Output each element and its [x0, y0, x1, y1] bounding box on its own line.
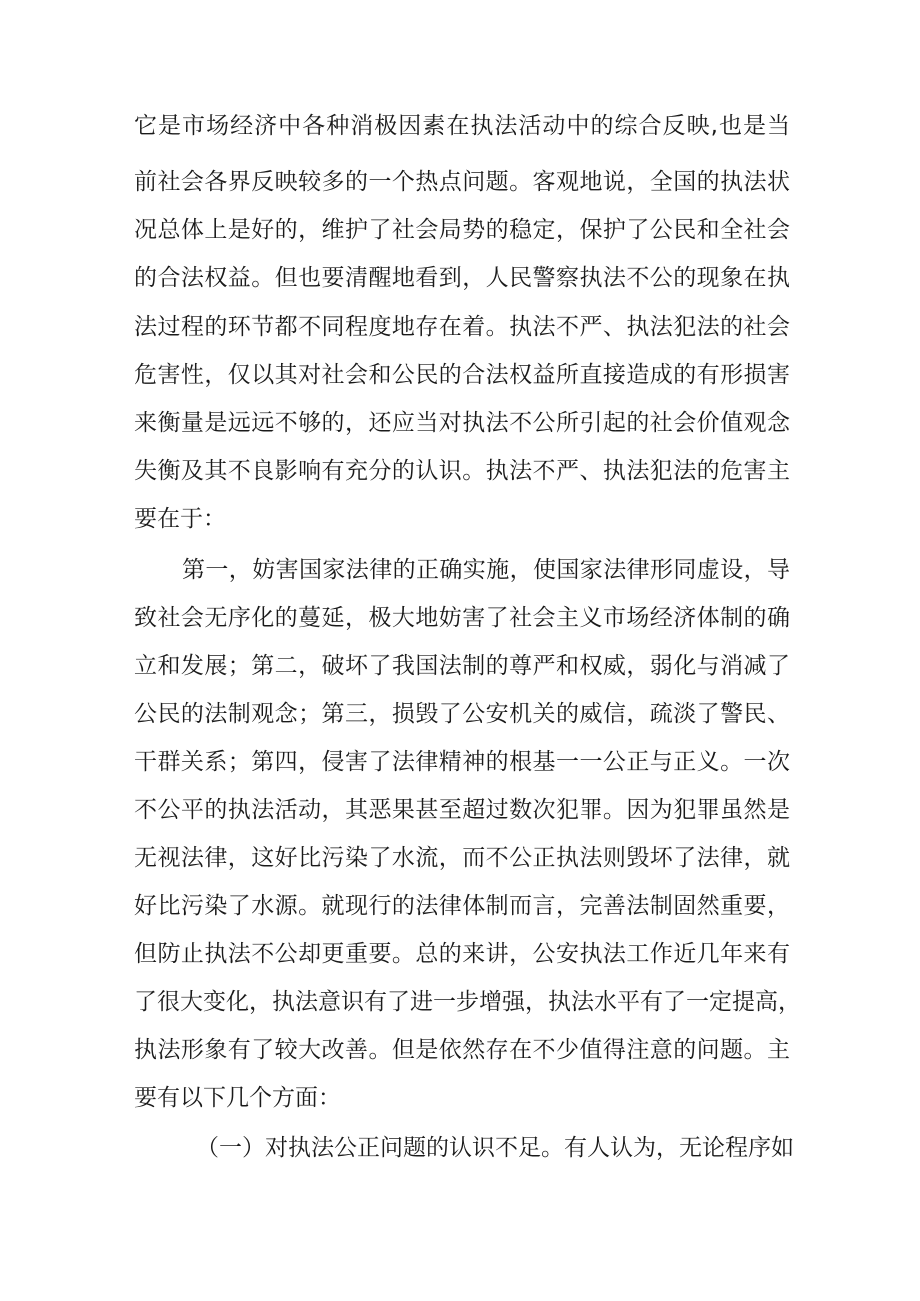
text-line [0, 694, 920, 734]
text-line [0, 1030, 920, 1070]
text-line-content: 了很大变化，执法意识有了进一步增强，执法水平有了一定提高， [134, 989, 801, 1015]
text-line-content: 致社会无序化的蔓延，极大地妨害了社会主义市场经济体制的确 [134, 605, 790, 631]
text-line [0, 258, 920, 298]
text-line [0, 790, 920, 830]
text-line [0, 934, 920, 974]
text-line [0, 598, 920, 638]
text-line [0, 210, 920, 250]
text-line-content: 第一，妨害国家法律的正确实施，使国家法律形同虚设，导 [182, 557, 790, 583]
text-line-content: 无视法律，这好比污染了水流，而不公正执法则毁坏了法律，就 [134, 845, 790, 871]
text-line-content: 危害性，仅以其对社会和公民的合法权益所直接造成的有形损害 [134, 362, 790, 388]
text-line-content: 干群关系；第四，侵害了法律精神的根基一一公正与正义。一次 [134, 749, 790, 775]
text-line [0, 982, 920, 1022]
text-line-content: 况总体上是好的，维护了社会局势的稳定，保护了公民和全社会 [134, 217, 790, 243]
text-line-content: 来衡量是远远不够的，还应当对执法不公所引起的社会价值观念 [134, 410, 790, 436]
text-line-content: 不公平的执法活动，其恶果甚至超过数次犯罪。因为犯罪虽然是 [134, 797, 790, 823]
text-line [0, 162, 920, 202]
text-line-content: 要有以下几个方面： [134, 1085, 341, 1111]
text-line-content: 公民的法制观念；第三，损毁了公安机关的威信，疏淡了警民、 [134, 701, 790, 727]
text-line-content: 要在于： [134, 506, 226, 532]
text-line [0, 886, 920, 926]
text-line-content: 执法形象有了较大改善。但是依然存在不少值得注意的问题。主 [134, 1037, 790, 1063]
text-line-content: 前社会各界反映较多的一个热点问题。客观地说，全国的执法状 [134, 169, 790, 195]
text-line [0, 307, 920, 347]
text-line-content: 它是市场经济中各种消极因素在执法活动中的综合反映,也是当 [134, 113, 790, 139]
text-line [0, 550, 920, 590]
text-line [0, 499, 920, 539]
text-line-content: 好比污染了水源。就现行的法律体制而言，完善法制固然重要， [134, 893, 790, 919]
text-line-content: 法过程的环节都不同程度地存在着。执法不严、执法犯法的社会 [134, 314, 790, 340]
text-line [0, 838, 920, 878]
text-line-content: 立和发展；第二，破坏了我国法制的尊严和权威，弱化与消减了 [134, 653, 790, 679]
text-line [0, 1128, 920, 1168]
text-line-content: 失衡及其不良影响有充分的认识。执法不严、执法犯法的危害主 [134, 458, 790, 484]
text-line [0, 106, 920, 146]
text-line [0, 451, 920, 491]
text-line [0, 742, 920, 782]
text-line [0, 646, 920, 686]
text-line-content: 的合法权益。但也要清醒地看到，人民警察执法不公的现象在执 [134, 265, 790, 291]
text-line-content: （一）对执法公正问题的认识不足。有人认为，无论程序如 [196, 1135, 794, 1161]
text-line [0, 403, 920, 443]
text-line-content: 但防止执法不公却更重要。总的来讲，公安执法工作近几年来有 [134, 941, 790, 967]
text-line [0, 1078, 920, 1118]
text-line [0, 355, 920, 395]
